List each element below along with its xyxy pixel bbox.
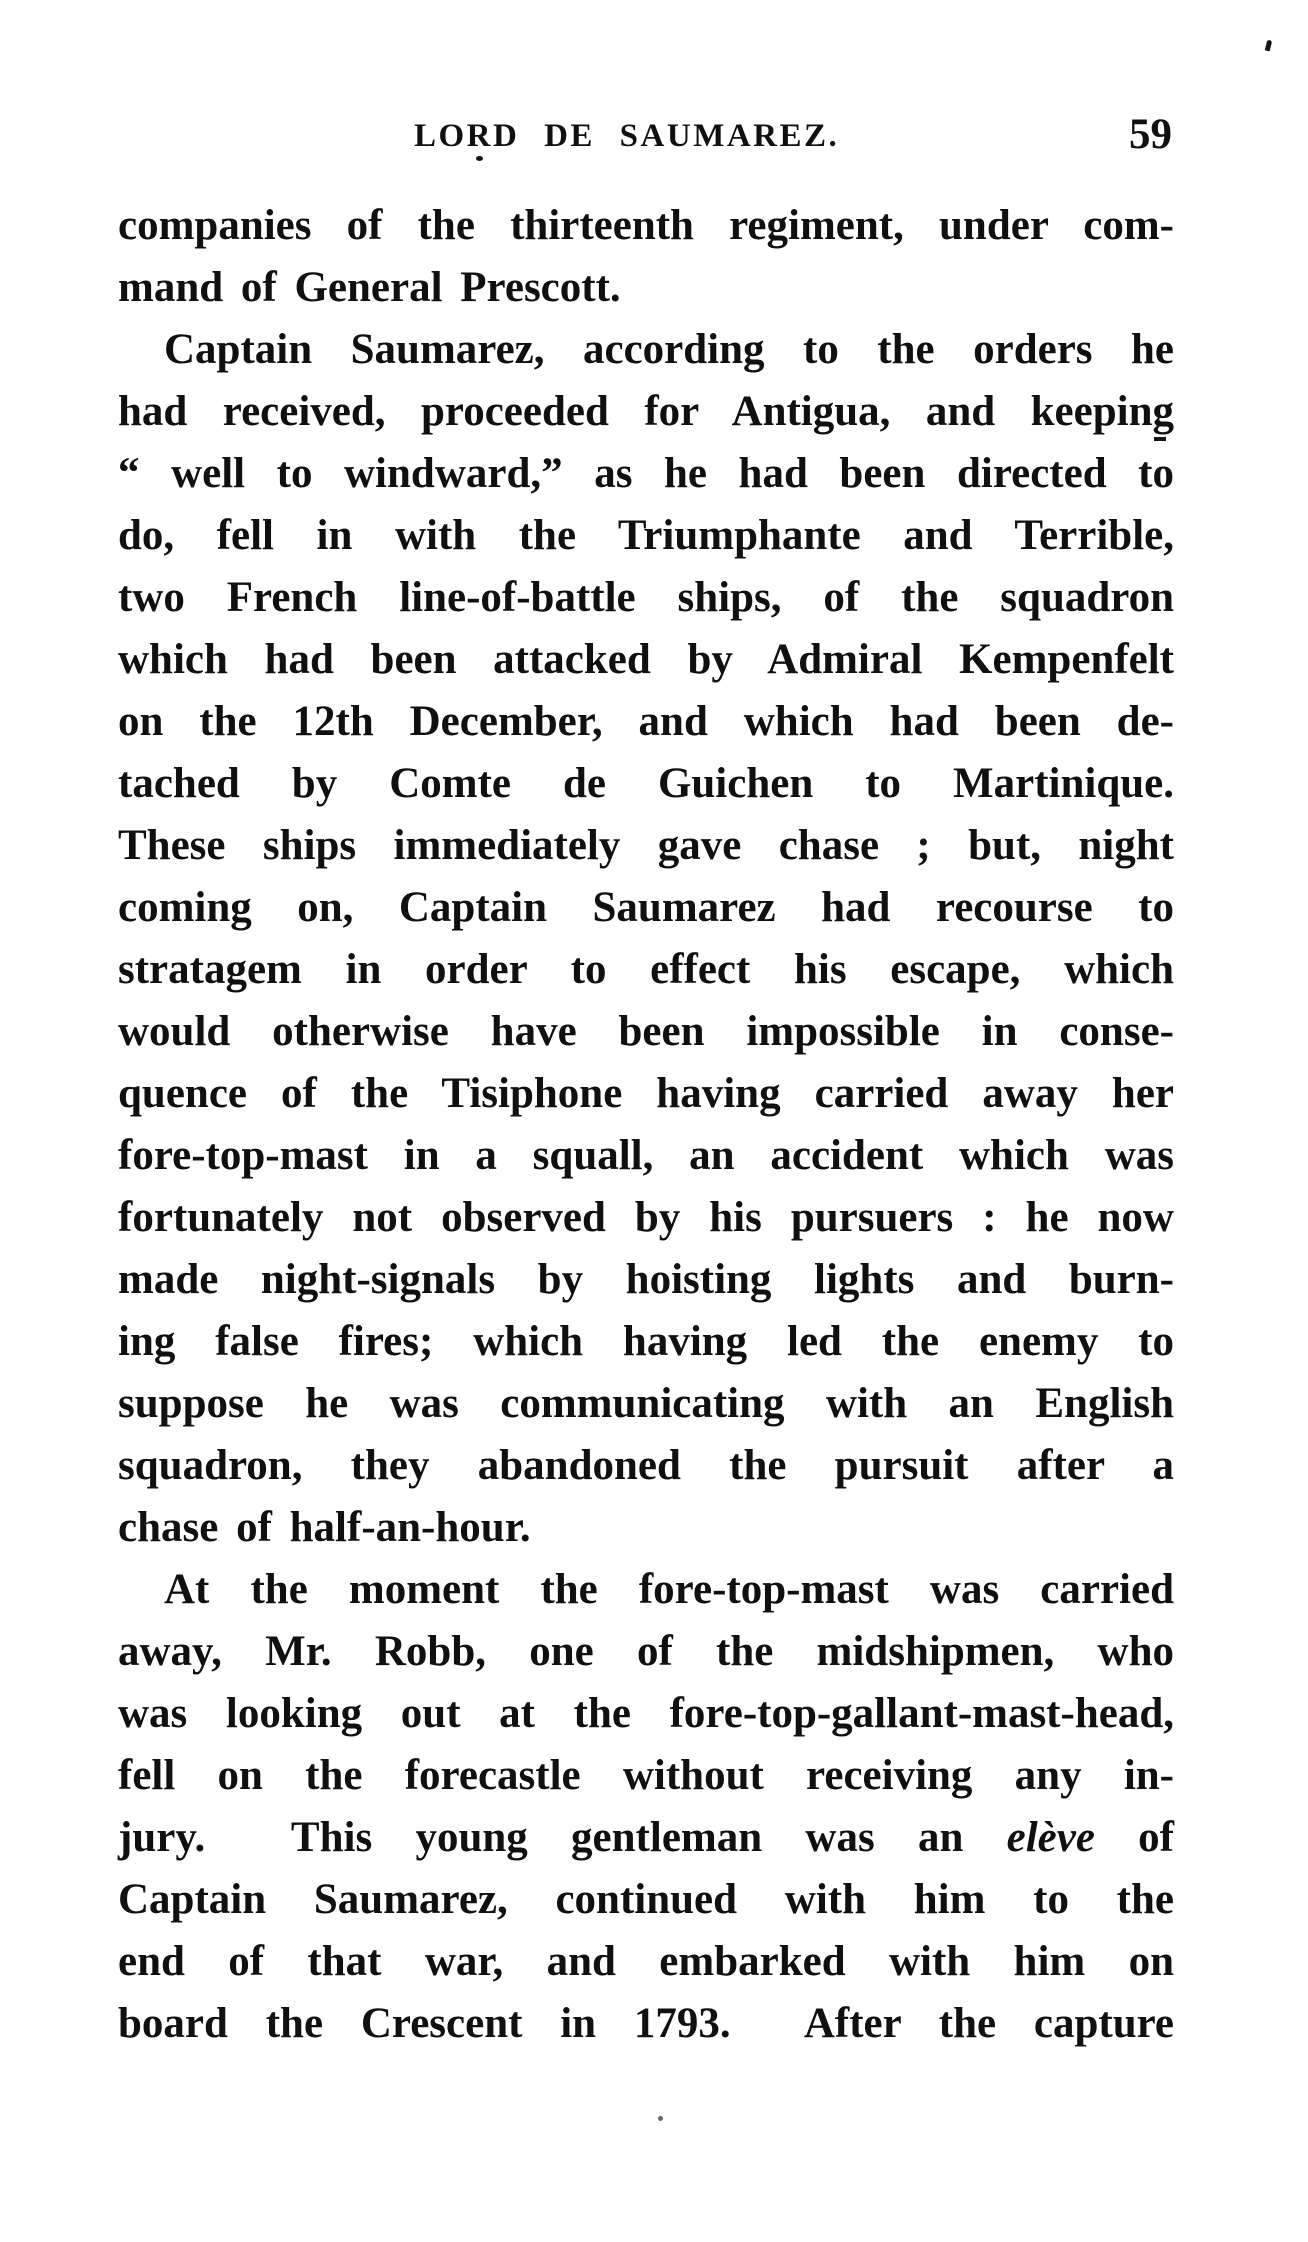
line-text: which had been attacked by Admiral Kempenfelt [118,636,1174,683]
line-text: tached by Comte de Guichen to Martinique. [118,760,1174,807]
text-line [118,1125,1174,1187]
line-text: away, Mr. Robb, one of the midshipmen, who [118,1628,1174,1675]
page-text [118,195,1174,2055]
line-text: squadron, they abandoned the pursuit after a [118,1442,1174,1489]
text-line [118,691,1174,753]
line-text: coming on, Captain Saumarez had recourse to [118,884,1174,931]
text-line [118,1249,1174,1311]
line-text: end of that war, and embarked with him on [118,1938,1174,1985]
line-text: jury. This young gentleman was an [118,1814,1007,1861]
ink-speck [476,156,483,161]
ink-speck [658,2116,663,2121]
line-text: board the Crescent in 1793. After the capture [118,2000,1174,2047]
text-line [118,505,1174,567]
text-line [118,1187,1174,1249]
line-text: stratagem in order to effect his escape, which [118,946,1174,993]
text-line [118,1435,1174,1497]
line-text: companies of the thirteenth regiment, under com- [118,202,1174,249]
line-text: do, fell in with the Triumphante and Terrible, [118,512,1174,559]
text-line [118,1745,1174,1807]
text-line [118,1001,1174,1063]
line-text: would otherwise have been impossible in conse- [118,1008,1174,1055]
text-line [118,1559,1174,1621]
text-line [118,1869,1174,1931]
line-text: These ships immediately gave chase ; but, night [118,822,1174,869]
ink-speck [1154,437,1166,441]
text-line [118,629,1174,691]
text-line [118,1063,1174,1125]
text-line [118,567,1174,629]
text-line [118,443,1174,505]
text-line [118,815,1174,877]
text-line [118,1993,1174,2055]
line-text: At the moment the fore-top-mast was carried [164,1566,1174,1613]
text-line [118,877,1174,939]
line-text: mand of General Prescott. [118,264,621,311]
running-header-title: LORD DE SAUMAREZ. [414,118,840,154]
line-text: Captain Saumarez, continued with him to the [118,1876,1174,1923]
text-line [118,1497,1174,1559]
running-header [118,108,1174,160]
text-line [118,257,1174,319]
line-text: on the 12th December, and which had been de- [118,698,1174,745]
page-number: 59 [1129,111,1172,158]
text-line [118,319,1174,381]
text-line [118,939,1174,1001]
ink-speck [1265,40,1273,52]
line-text: suppose he was communicating with an English [118,1380,1174,1427]
line-text: fortunately not observed by his pursuers : he now [118,1194,1174,1241]
line-text: made night-signals by hoisting lights and burn- [118,1256,1174,1303]
line-text: had received, proceeded for Antigua, and keeping [118,388,1174,435]
line-text: of [1094,1814,1174,1861]
line-text: Captain Saumarez, according to the orders he [164,326,1174,373]
text-line [118,1311,1174,1373]
text-line [118,1931,1174,1993]
text-line [118,753,1174,815]
text-line [118,195,1174,257]
text-line [118,1621,1174,1683]
line-text: was looking out at the fore-top-gallant-mast-head, [118,1690,1174,1737]
line-text: chase of half-an-hour. [118,1504,531,1551]
text-line [118,1807,1174,1869]
line-text: two French line-of-battle ships, of the squadron [118,574,1174,621]
line-text: quence of the Tisiphone having carried away her [118,1070,1174,1117]
line-text: ing false fires; which having led the enemy to [118,1318,1174,1365]
text-line [118,381,1174,443]
italic-word: elève [1006,1814,1095,1861]
text-line [118,1683,1174,1745]
line-text: “ well to windward,” as he had been directed to [118,450,1174,497]
text-line [118,1373,1174,1435]
line-text: fore-top-mast in a squall, an accident which was [118,1132,1174,1179]
line-text: fell on the forecastle without receiving any in- [118,1752,1174,1799]
